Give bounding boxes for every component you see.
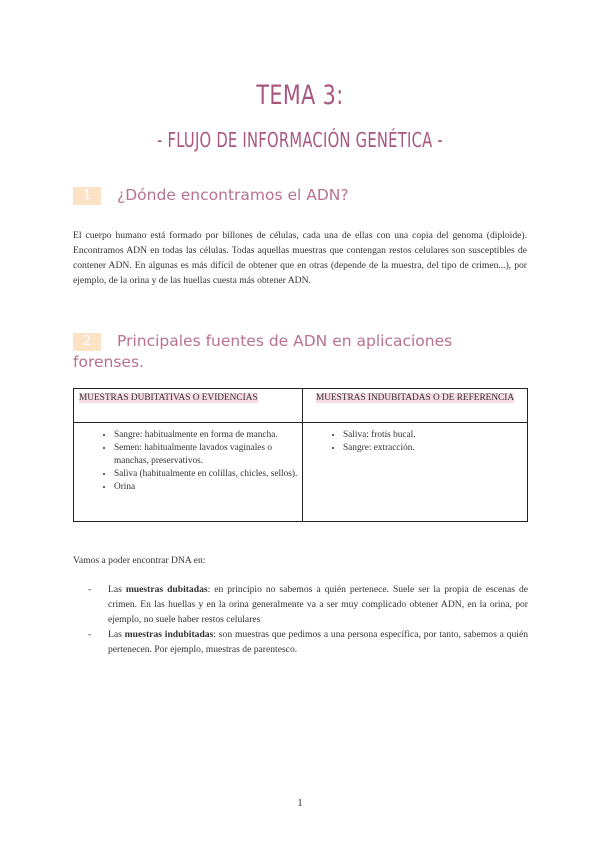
dash-bullet: -: [88, 584, 92, 595]
intro-text: Vamos a poder encontrar DNA en:: [73, 555, 206, 566]
col1-list: [78, 429, 298, 494]
section-2-heading: [73, 331, 473, 373]
section-1-title: ¿Dónde encontramos el ADN?: [117, 186, 349, 204]
section-1-paragraph: El cuerpo humano está formado por billones de células, cada una de ellas con una copia del genoma (diploide). Encontramos ADN en todas las células. Todas aquellas muestras que contengan restos celulares son susceptibles de contener ADN. En algunas es más difícil de obtener que en otras (depende de la muestra, del tipo de crimen...), por ejemplo, de la orina y de las huellas cuesta más obtener ADN.: [73, 230, 527, 286]
page-number: 1: [297, 797, 303, 809]
section-1-heading: [73, 186, 349, 205]
list-item: [88, 627, 528, 657]
item-prefix: Las: [108, 629, 125, 640]
col2-list: [307, 429, 523, 455]
list-item: • Sangre: extracción.: [343, 442, 523, 455]
table-header-col1-text: MUESTRAS DUBITATIVAS O EVIDENCIAS: [79, 393, 258, 403]
item-bold-term: muestras dubitadas: [125, 584, 208, 595]
list-item: • Semen: habitualmente lavados vaginales o manchas, preservativos.: [114, 442, 298, 468]
list-item: • Saliva: frotis bucal.: [343, 429, 523, 442]
list-item: [88, 582, 528, 627]
table-header-col1: [74, 389, 303, 423]
section-1-number: 1: [73, 187, 101, 205]
item-bold-term: muestras indubitadas: [124, 629, 214, 640]
list-item: • Orina: [114, 481, 298, 494]
dash-bullet: -: [88, 629, 92, 640]
list-item: • Sangre: habitualmente en forma de mancha.: [114, 429, 298, 442]
page-subtitle: - FLUJO DE INFORMACIÓN GENÉTICA -: [157, 128, 443, 152]
item-text: : son muestras que pedimos a una persona específica, por tanto, sabemos a quién pertenecen. Por ejemplo, muestras de parentesco.: [108, 629, 529, 655]
table-header-col2-text: MUESTRAS INDUBITADAS O DE REFERENCIA: [315, 393, 515, 403]
list-item: • Saliva (habitualmente en colillas, chicles, sellos).: [114, 468, 298, 481]
section-2-title: Principales fuentes de ADN en aplicaciones forenses.: [73, 332, 453, 371]
page-title: TEMA 3:: [256, 80, 344, 111]
dash-list: [88, 582, 528, 657]
dna-sources-table: [73, 388, 528, 522]
table-row: [74, 423, 528, 522]
table-header-col2: [303, 389, 528, 423]
table-cell-col2: [303, 423, 528, 522]
table-header-row: [74, 389, 528, 423]
section-2-number: 2: [73, 333, 101, 351]
item-text: : en principio no sabemos a quién pertenece. Suele ser la propia de escenas de crimen. En las huellas y en la orina generalmente va a ser muy complicado obtener ADN, en la orina, por ejemplo, no suele haber restos celulares: [108, 584, 528, 625]
table-cell-col1: [74, 423, 303, 522]
item-prefix: Las: [108, 584, 126, 595]
